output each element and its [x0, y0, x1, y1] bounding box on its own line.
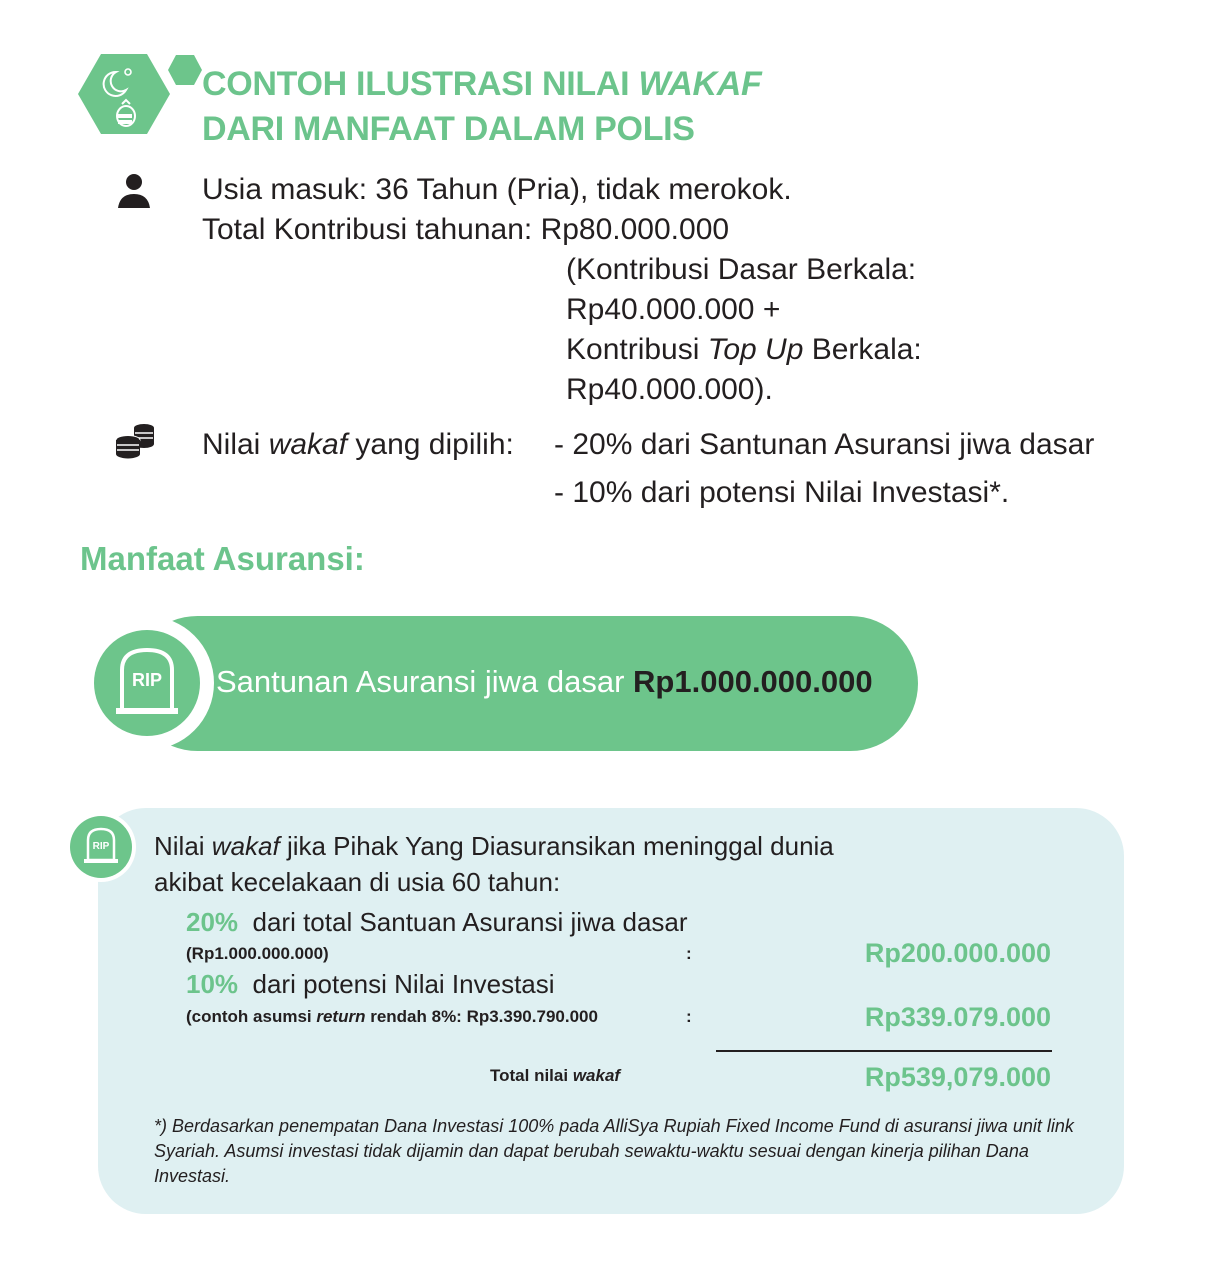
small-hexagon-icon	[168, 55, 202, 85]
person-icon	[114, 170, 154, 210]
contribution-line: Total Kontribusi tahunan: Rp80.000.000	[202, 213, 730, 246]
page-title: CONTOH ILUSTRASI NILAI WAKAF DARI MANFAAT DALAM POLIS	[202, 65, 762, 148]
sum-assured-text: Santunan Asuransi jiwa dasar Rp1.000.000.000	[216, 664, 873, 699]
row1-colon: :	[686, 944, 692, 963]
row2-colon: :	[686, 1007, 692, 1026]
tombstone-small-icon	[82, 826, 120, 866]
benefit-heading: Manfaat Asuransi:	[80, 540, 365, 577]
age-line: Usia masuk: 36 Tahun (Pria), tidak merokok.	[202, 173, 792, 206]
wakaf-choice-label: Nilai wakaf yang dipilih:	[202, 428, 514, 461]
contribution-breakdown-2: Rp40.000.000 +	[566, 293, 781, 326]
row2-heading: 10% dari potensi Nilai Investasi	[186, 969, 555, 999]
total-divider	[716, 1050, 1052, 1052]
row2-sub: (contoh asumsi return rendah 8%: Rp3.390.790.000	[186, 1007, 598, 1026]
wakaf-hexagon-icon	[78, 54, 170, 134]
rip-text-small: RIP	[92, 841, 110, 852]
total-amount: Rp539,079.000	[864, 1062, 1051, 1092]
tombstone-icon	[112, 646, 182, 718]
contribution-breakdown-4: Rp40.000.000).	[566, 373, 773, 406]
footnote: *) Berdasarkan penempatan Dana Investasi 100% pada AlliSya Rupiah Fixed Income Fund di asuransi jiwa unit link Syariah. Asumsi investasi tidak dijamin dan dapat berubah sewaktu-waktu sesuai dengan kinerja pilihan Dana Investasi.	[154, 1116, 1074, 1186]
total-label: Total nilai wakaf	[490, 1066, 621, 1085]
coins-icon	[114, 420, 158, 460]
row2-amount: Rp339.079.000	[864, 1002, 1051, 1032]
card-intro-1: Nilai wakaf jika Pihak Yang Diasuransikan meninggal dunia	[154, 831, 834, 861]
rip-text: RIP	[131, 670, 163, 690]
card-intro-2: akibat kecelakaan di usia 60 tahun:	[154, 867, 561, 897]
row1-heading: 20% dari total Santuan Asuransi jiwa dasar	[186, 907, 688, 937]
contribution-breakdown-3: Kontribusi Top Up Berkala:	[566, 333, 922, 366]
wakaf-choice-1: - 20% dari Santunan Asuransi jiwa dasar	[554, 428, 1095, 461]
wakaf-choice-2: - 10% dari potensi Nilai Investasi*.	[554, 476, 1010, 509]
contribution-breakdown-1: (Kontribusi Dasar Berkala:	[566, 253, 917, 286]
row1-amount: Rp200.000.000	[864, 938, 1051, 968]
row1-sub: (Rp1.000.000.000)	[186, 944, 329, 963]
